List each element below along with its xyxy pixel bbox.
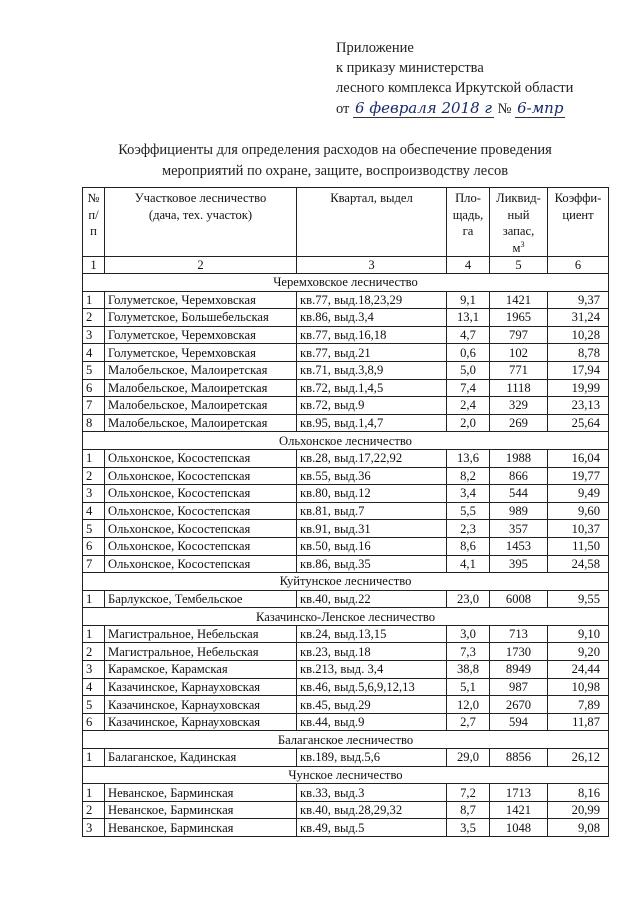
- stock-cell: 771: [490, 361, 548, 379]
- coef-cell: 8,78: [548, 344, 609, 362]
- row-number: 1: [83, 590, 105, 608]
- area-cell: 7,3: [447, 643, 490, 661]
- section-name: Ольхонское лесничество: [83, 432, 609, 450]
- title-line-1: Коэффициенты для определения расходов на обеспечение проведения: [118, 142, 552, 158]
- section-header-row: [83, 731, 609, 749]
- area-cell: 2,7: [447, 713, 490, 731]
- row-number: 2: [83, 467, 105, 485]
- table-row: [83, 485, 609, 503]
- header-stock-sup: 3: [520, 239, 525, 249]
- quarter-cell: кв.72, выд.1,4,5: [297, 379, 447, 397]
- approval-line-2: к приказу министерства: [336, 60, 484, 76]
- forestry-cell: Казачинское, Карнауховская: [105, 678, 297, 696]
- stock-cell: 1988: [490, 449, 548, 467]
- quarter-cell: кв.44, выд.9: [297, 713, 447, 731]
- forestry-cell: Ольхонское, Косостепская: [105, 537, 297, 555]
- table-row: [83, 784, 609, 802]
- quarter-cell: кв.50, выд.16: [297, 537, 447, 555]
- table-body: [83, 257, 609, 837]
- quarter-cell: кв.86, выд.3,4: [297, 309, 447, 327]
- header-quarter: Квартал, выдел: [297, 188, 447, 257]
- section-header-row: [83, 573, 609, 591]
- approval-line-1: Приложение: [336, 40, 414, 56]
- section-name: Казачинско-Ленское лесничество: [83, 608, 609, 626]
- quarter-cell: кв.189, выд.5,6: [297, 749, 447, 767]
- handwritten-date: 6 февраля 2018 г: [355, 99, 493, 117]
- coef-cell: 19,99: [548, 379, 609, 397]
- quarter-cell: кв.81, выд.7: [297, 502, 447, 520]
- forestry-cell: Барлукское, Тембельское: [105, 590, 297, 608]
- section-header-row: [83, 608, 609, 626]
- table-row: [83, 326, 609, 344]
- stock-cell: 269: [490, 414, 548, 432]
- header-forestry: [105, 188, 297, 257]
- approval-date-line: [336, 98, 573, 119]
- table-row: [83, 361, 609, 379]
- header-forestry-line-2: (дача, тех. участок): [148, 207, 253, 222]
- area-cell: 9,1: [447, 291, 490, 309]
- row-number: 3: [83, 661, 105, 679]
- row-number: 3: [83, 485, 105, 503]
- quarter-cell: кв.33, выд.3: [297, 784, 447, 802]
- quarter-cell: кв.40, выд.28,29,32: [297, 801, 447, 819]
- area-cell: 3,4: [447, 485, 490, 503]
- header-area: Пло-щадь, га: [447, 188, 490, 257]
- column-numbers-row: [83, 257, 609, 274]
- table-row: [83, 590, 609, 608]
- stock-cell: 8856: [490, 749, 548, 767]
- forestry-cell: Неванское, Барминская: [105, 819, 297, 837]
- quarter-cell: кв.71, выд.3,8,9: [297, 361, 447, 379]
- stock-cell: 1421: [490, 801, 548, 819]
- table-row: [83, 309, 609, 327]
- stock-cell: 713: [490, 625, 548, 643]
- coef-cell: 9,20: [548, 643, 609, 661]
- area-cell: 2,4: [447, 397, 490, 415]
- row-number: 1: [83, 749, 105, 767]
- area-cell: 5,0: [447, 361, 490, 379]
- row-number: 1: [83, 291, 105, 309]
- forestry-cell: Малобельское, Малоиретская: [105, 397, 297, 415]
- stock-cell: 6008: [490, 590, 548, 608]
- quarter-cell: кв.80, выд.12: [297, 485, 447, 503]
- row-number: 5: [83, 696, 105, 714]
- row-number: 6: [83, 537, 105, 555]
- forestry-cell: Малобельское, Малоиретская: [105, 379, 297, 397]
- number-label: №: [497, 101, 512, 117]
- table-row: [83, 819, 609, 837]
- table-row: [83, 344, 609, 362]
- title-line-2: мероприятий по охране, защите, воспроизводству лесов: [161, 163, 509, 179]
- approval-line-3: лесного комплекса Иркутской области: [336, 80, 574, 96]
- coef-cell: 17,94: [548, 361, 609, 379]
- coef-cell: 19,77: [548, 467, 609, 485]
- coef-cell: 9,10: [548, 625, 609, 643]
- quarter-cell: кв.49, выд.5: [297, 819, 447, 837]
- table-row: [83, 414, 609, 432]
- coef-cell: 9,60: [548, 502, 609, 520]
- from-label: от: [336, 101, 350, 117]
- forestry-cell: Малобельское, Малоиретская: [105, 361, 297, 379]
- coef-cell: 16,04: [548, 449, 609, 467]
- section-name: Черемховское лесничество: [83, 274, 609, 292]
- quarter-cell: кв.46, выд.5,6,9,12,13: [297, 678, 447, 696]
- area-cell: 5,1: [447, 678, 490, 696]
- forestry-cell: Голуметское, Черемховская: [105, 344, 297, 362]
- forestry-cell: Голуметское, Черемховская: [105, 291, 297, 309]
- coef-cell: 20,99: [548, 801, 609, 819]
- quarter-cell: кв.91, выд.31: [297, 520, 447, 538]
- coef-cell: 7,89: [548, 696, 609, 714]
- stock-cell: 797: [490, 326, 548, 344]
- area-cell: 8,7: [447, 801, 490, 819]
- coef-cell: 9,37: [548, 291, 609, 309]
- table-row: [83, 625, 609, 643]
- stock-cell: 594: [490, 713, 548, 731]
- table-row: [83, 661, 609, 679]
- table-row: [83, 696, 609, 714]
- table-row: [83, 555, 609, 573]
- section-name: Куйтунское лесничество: [83, 573, 609, 591]
- quarter-cell: кв.95, выд.1,4,7: [297, 414, 447, 432]
- forestry-cell: Балаганское, Кадинская: [105, 749, 297, 767]
- quarter-cell: кв.77, выд.21: [297, 344, 447, 362]
- row-number: 3: [83, 819, 105, 837]
- column-number: 3: [297, 257, 447, 274]
- table-row: [83, 749, 609, 767]
- row-number: 6: [83, 713, 105, 731]
- area-cell: 7,4: [447, 379, 490, 397]
- forestry-cell: Магистральное, Небельская: [105, 643, 297, 661]
- forestry-cell: Малобельское, Малоиретская: [105, 414, 297, 432]
- coef-cell: 24,58: [548, 555, 609, 573]
- forestry-cell: Неванское, Барминская: [105, 784, 297, 802]
- coef-cell: 11,50: [548, 537, 609, 555]
- quarter-cell: кв.45, выд.29: [297, 696, 447, 714]
- quarter-cell: кв.213, выд. 3,4: [297, 661, 447, 679]
- row-number: 5: [83, 361, 105, 379]
- section-header-row: [83, 274, 609, 292]
- coef-cell: 9,08: [548, 819, 609, 837]
- forestry-cell: Ольхонское, Косостепская: [105, 520, 297, 538]
- table-row: [83, 467, 609, 485]
- stock-cell: 1421: [490, 291, 548, 309]
- area-cell: 23,0: [447, 590, 490, 608]
- forestry-cell: Голуметское, Большебельская: [105, 309, 297, 327]
- row-number: 1: [83, 625, 105, 643]
- quarter-cell: кв.40, выд.22: [297, 590, 447, 608]
- area-cell: 38,8: [447, 661, 490, 679]
- header-coef: Коэффи-циент: [548, 188, 609, 257]
- area-cell: 3,0: [447, 625, 490, 643]
- quarter-cell: кв.86, выд.35: [297, 555, 447, 573]
- forestry-cell: Казачинское, Карнауховская: [105, 696, 297, 714]
- area-cell: 3,5: [447, 819, 490, 837]
- header-stock-line-1: Ликвид-ный запас,: [496, 191, 541, 238]
- table-row: [83, 801, 609, 819]
- column-number: 1: [83, 257, 105, 274]
- area-cell: 12,0: [447, 696, 490, 714]
- section-name: Чунское лесничество: [83, 766, 609, 784]
- table-row: [83, 291, 609, 309]
- row-number: 4: [83, 678, 105, 696]
- area-cell: 13,6: [447, 449, 490, 467]
- stock-cell: 1965: [490, 309, 548, 327]
- area-cell: 5,5: [447, 502, 490, 520]
- forestry-cell: Ольхонское, Косостепская: [105, 485, 297, 503]
- row-number: 7: [83, 555, 105, 573]
- row-number: 6: [83, 379, 105, 397]
- table-row: [83, 713, 609, 731]
- header-num: № п/п: [83, 188, 105, 257]
- stock-cell: 544: [490, 485, 548, 503]
- coef-cell: 8,16: [548, 784, 609, 802]
- quarter-cell: кв.23, выд.18: [297, 643, 447, 661]
- coef-cell: 9,49: [548, 485, 609, 503]
- table-row: [83, 520, 609, 538]
- column-number: 4: [447, 257, 490, 274]
- area-cell: 2,0: [447, 414, 490, 432]
- table-row: [83, 502, 609, 520]
- row-number: 5: [83, 520, 105, 538]
- quarter-cell: кв.24, выд.13,15: [297, 625, 447, 643]
- table-header-row: [83, 188, 609, 257]
- coef-cell: 26,12: [548, 749, 609, 767]
- area-cell: 8,2: [447, 467, 490, 485]
- area-cell: 13,1: [447, 309, 490, 327]
- section-header-row: [83, 432, 609, 450]
- row-number: 1: [83, 784, 105, 802]
- header-forestry-line-1: Участковое лесничество: [134, 191, 267, 205]
- table-row: [83, 397, 609, 415]
- column-number: 2: [105, 257, 297, 274]
- coef-cell: 24,44: [548, 661, 609, 679]
- forestry-cell: Ольхонское, Косостепская: [105, 449, 297, 467]
- coef-cell: 25,64: [548, 414, 609, 432]
- table-row: [83, 678, 609, 696]
- coef-cell: 31,24: [548, 309, 609, 327]
- row-number: 2: [83, 309, 105, 327]
- coef-cell: 23,13: [548, 397, 609, 415]
- forestry-cell: Магистральное, Небельская: [105, 625, 297, 643]
- row-number: 1: [83, 449, 105, 467]
- coef-cell: 11,87: [548, 713, 609, 731]
- forestry-cell: Ольхонское, Косостепская: [105, 555, 297, 573]
- area-cell: 4,7: [447, 326, 490, 344]
- area-cell: 8,6: [447, 537, 490, 555]
- row-number: 4: [83, 344, 105, 362]
- stock-cell: 357: [490, 520, 548, 538]
- stock-cell: 8949: [490, 661, 548, 679]
- header-stock-unit: м: [512, 240, 521, 255]
- approval-block: [336, 38, 573, 119]
- coef-cell: 10,98: [548, 678, 609, 696]
- row-number: 2: [83, 643, 105, 661]
- stock-cell: 989: [490, 502, 548, 520]
- forestry-cell: Казачинское, Карнауховская: [105, 713, 297, 731]
- quarter-cell: кв.55, выд.36: [297, 467, 447, 485]
- row-number: 8: [83, 414, 105, 432]
- table-row: [83, 449, 609, 467]
- stock-cell: 102: [490, 344, 548, 362]
- row-number: 3: [83, 326, 105, 344]
- stock-cell: 1048: [490, 819, 548, 837]
- area-cell: 7,2: [447, 784, 490, 802]
- stock-cell: 2670: [490, 696, 548, 714]
- forestry-cell: Ольхонское, Косостепская: [105, 502, 297, 520]
- table-row: [83, 379, 609, 397]
- area-cell: 4,1: [447, 555, 490, 573]
- quarter-cell: кв.28, выд.17,22,92: [297, 449, 447, 467]
- coef-cell: 10,37: [548, 520, 609, 538]
- stock-cell: 1730: [490, 643, 548, 661]
- stock-cell: 329: [490, 397, 548, 415]
- quarter-cell: кв.77, выд.16,18: [297, 326, 447, 344]
- stock-cell: 1713: [490, 784, 548, 802]
- quarter-cell: кв.72, выд.9: [297, 397, 447, 415]
- forestry-cell: Карамское, Карамская: [105, 661, 297, 679]
- document-title: [80, 140, 590, 182]
- area-cell: 2,3: [447, 520, 490, 538]
- forestry-cell: Ольхонское, Косостепская: [105, 467, 297, 485]
- row-number: 4: [83, 502, 105, 520]
- column-number: 5: [490, 257, 548, 274]
- stock-cell: 987: [490, 678, 548, 696]
- stock-cell: 395: [490, 555, 548, 573]
- table-row: [83, 537, 609, 555]
- coef-cell: 10,28: [548, 326, 609, 344]
- area-cell: 29,0: [447, 749, 490, 767]
- header-stock: [490, 188, 548, 257]
- stock-cell: 1453: [490, 537, 548, 555]
- stock-cell: 866: [490, 467, 548, 485]
- row-number: 2: [83, 801, 105, 819]
- table-row: [83, 643, 609, 661]
- stock-cell: 1118: [490, 379, 548, 397]
- coefficients-table: [82, 187, 609, 837]
- area-cell: 0,6: [447, 344, 490, 362]
- forestry-cell: Голуметское, Черемховская: [105, 326, 297, 344]
- column-number: 6: [548, 257, 609, 274]
- coef-cell: 9,55: [548, 590, 609, 608]
- forestry-cell: Неванское, Барминская: [105, 801, 297, 819]
- quarter-cell: кв.77, выд.18,23,29: [297, 291, 447, 309]
- handwritten-number: 6-мпр: [517, 99, 564, 117]
- section-name: Балаганское лесничество: [83, 731, 609, 749]
- row-number: 7: [83, 397, 105, 415]
- section-header-row: [83, 766, 609, 784]
